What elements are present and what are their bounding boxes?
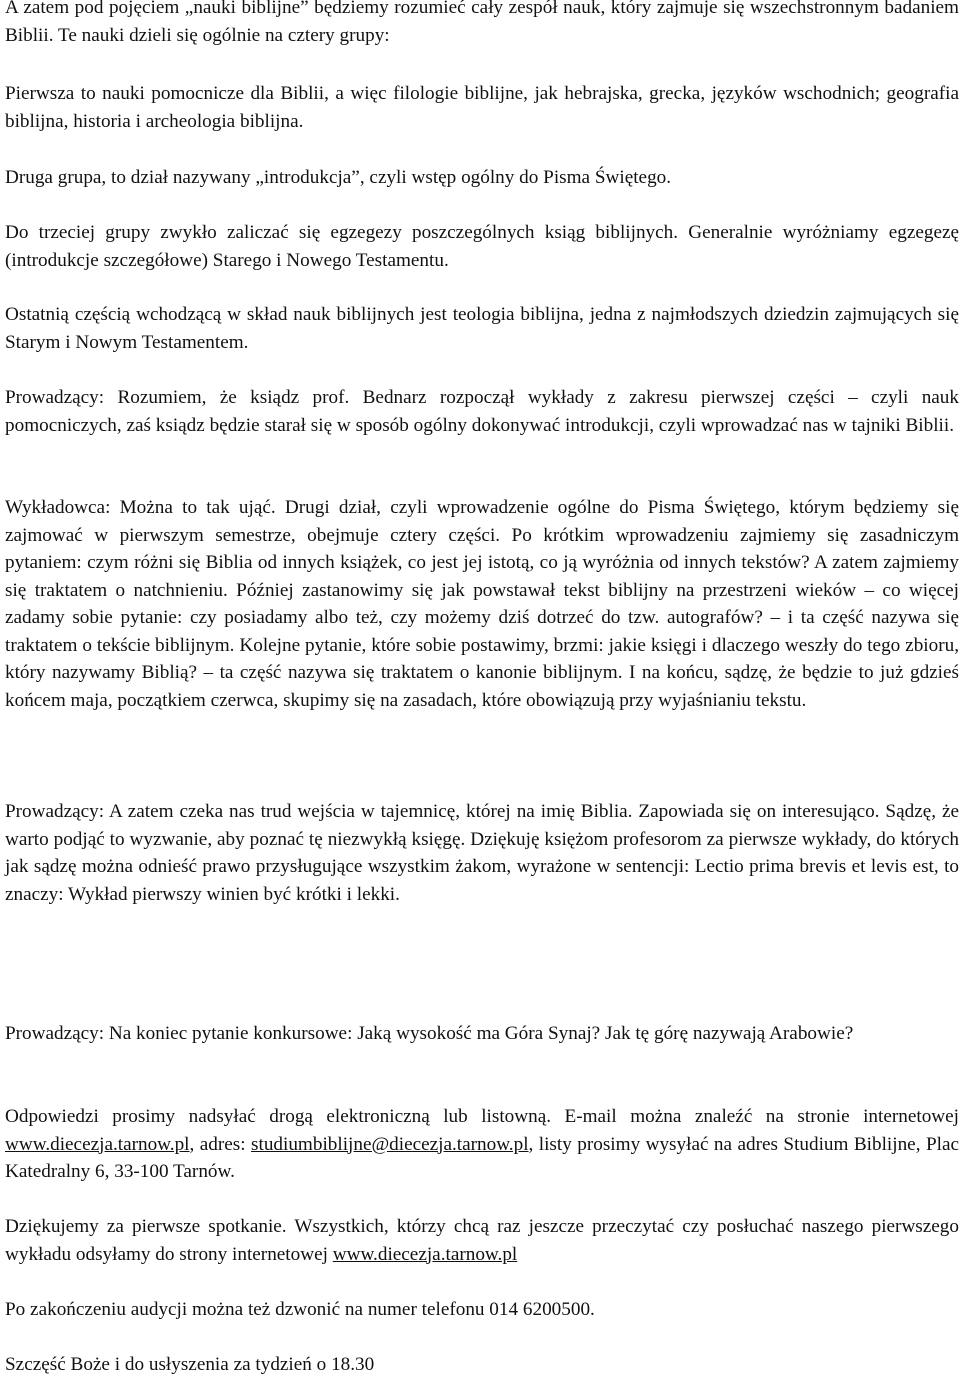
- answer-instructions-text-2: , adres:: [189, 1133, 252, 1155]
- paragraph-thanks: [5, 1213, 959, 1268]
- paragraph-third-group: Do trzeciej grupy zwykło zaliczać się egzegezy poszczególnych ksiąg biblijnych. Generalnie wyróżniamy egzegezę (introdukcje szczegółowe) Starego i Nowego Testamentu.: [5, 222, 959, 271]
- email-link[interactable]: studiumbiblijne@diecezja.tarnow.pl: [251, 1133, 529, 1155]
- paragraph-second-group: Druga grupa, to dział nazywany „introdukcja”, czyli wstęp ogólny do Pisma Świętego.: [5, 167, 672, 188]
- paragraph-host-remark-2: Prowadzący: A zatem czeka nas trud wejścia w tajemnicę, której na imię Biblia. Zapowiada się on interesująco. Sądzę, że warto podjąć to wyzwanie, aby poznać tę niezwykłą księgę. Dziękuję księżom profesorom za pierwsze wykłady, do których jak sądzę można odnieść prawo przysługujące wszystkim żakom, wyrażone w sentencji: Lectio prima brevis et levis est, to znaczy: Wykład pierwszy winien być krótki i lekki.: [5, 801, 959, 905]
- website-link-footer[interactable]: www.diecezja.tarnow.pl: [332, 1243, 518, 1265]
- paragraph-first-group: Pierwsza to nauki pomocnicze dla Biblii, a więc filologie biblijne, jak hebrajska, grecka, języków wschodnich; geografia biblijna, historia i archeologia biblijna.: [5, 83, 959, 132]
- answer-instructions-text-1: Odpowiedzi prosimy nadsyłać drogą elektroniczną lub listowną. E-mail można znaleźć na stronie internetowej: [5, 1106, 959, 1127]
- paragraph-intro-biblical-sciences: A zatem pod pojęciem „nauki biblijne” będziemy rozumieć cały zespół nauk, który zajmuje się wszechstronnym badaniem Biblii. Te nauki dzieli się ogólnie na cztery grupy:: [5, 0, 959, 46]
- answer-instructions-text-3: , listy prosimy wysyłać na adres Studium Biblijne, Plac Katedralny 6, 33-100 Tarnów.: [5, 1133, 959, 1182]
- website-link[interactable]: www.diecezja.tarnow.pl: [5, 1133, 190, 1155]
- paragraph-lecturer-answer: Wykładowca: Można to tak ująć. Drugi dział, czyli wprowadzenie ogólne do Pisma Świętego, którym będziemy się zajmować w pierwszym semestrze, obejmuje cztery części. Po krótkim wprowadzeniu zajmiemy się zasadniczym pytaniem: czym różni się Biblia od innych książek, co jest jej istotą, co ją wyróżnia od innych tekstów? A zatem zajmiemy się traktatem o natchnieniu. Później zastanowimy się jak powstawał tekst biblijny na przestrzeni wieków – co więcej zadamy sobie pytanie: czy posiadamy albo też, czy możemy dziś dotrzeć do tzw. autografów? – i ta część nazywa się traktatem o tekście biblijnym. Kolejne pytanie, które sobie postawimy, brzmi: jakie księgi i dlaczego weszły do tego zbioru, który nazywamy Biblią? – ta część nazywa się traktatem o kanonie biblijnym. I na końcu, sądzę, że będzie to już gdzieś końcem maja, początkiem czerwca, skupimy się na zasadach, które obowiązują przy wyjaśnianiu tekstu.: [5, 497, 959, 711]
- paragraph-last-group: Ostatnią częścią wchodzącą w skład nauk biblijnych jest teologia biblijna, jedna z najmłodszych dziedzin zajmujących się Starym i Nowym Testamentem.: [5, 304, 959, 353]
- thanks-text: Dziękujemy za pierwsze spotkanie. Wszystkich, którzy chcą raz jeszcze przeczytać czy posłuchać naszego pierwszego wykładu odsyłamy do strony internetowej: [5, 1216, 959, 1265]
- paragraph-host-remark-1: Prowadzący: Rozumiem, że ksiądz prof. Bednarz rozpoczął wykłady z zakresu pierwszej części – czyli nauk pomocniczych, zaś ksiądz będzie starał się w sposób ogólny dokonywać introdukcji, czyli wprowadzać nas w tajniki Biblii.: [5, 387, 959, 436]
- paragraph-answer-instructions: [5, 1103, 959, 1186]
- paragraph-closing: Szczęść Boże i do usłyszenia za tydzień o 18.30: [5, 1354, 375, 1375]
- paragraph-contest-question: Prowadzący: Na koniec pytanie konkursowe: Jaką wysokość ma Góra Synaj? Jak tę górę nazywają Arabowie?: [5, 1023, 854, 1044]
- paragraph-phone-info: Po zakończeniu audycji można też dzwonić na numer telefonu 014 6200500.: [5, 1299, 595, 1320]
